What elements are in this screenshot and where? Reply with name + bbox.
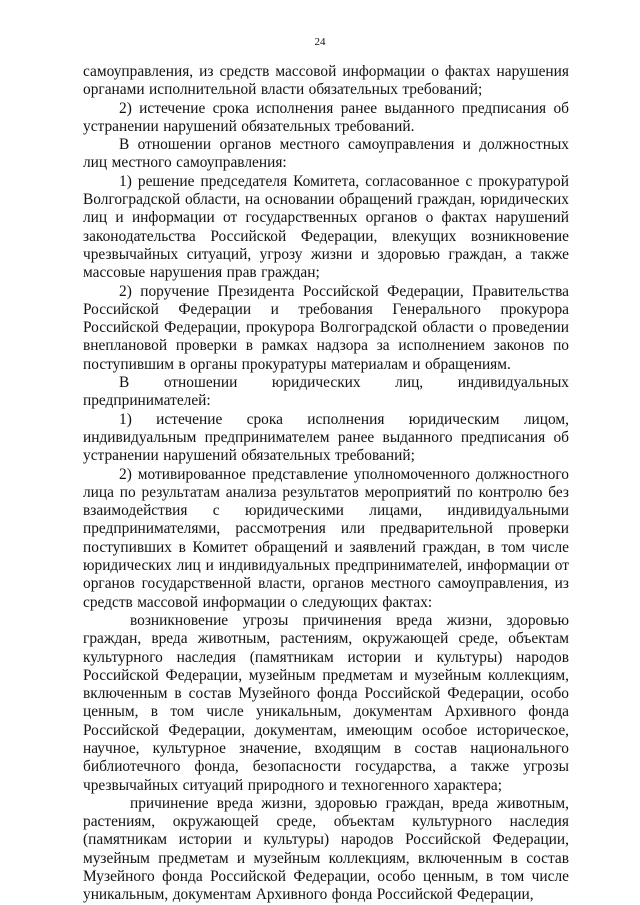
paragraph-item-1-entity-expiry: 1) истечение срока исполнения юридическим лицом, индивидуальным предпринимателем ранее выданного предписания об устранении нарушений обязательных требований; <box>83 410 569 465</box>
paragraph-item-2-motivated-submission: 2) мотивированное представление уполномоченного должностного лица по результатам анализа результатов мероприятий по контролю без взаимодействия с юридическими лицами, индивидуальными предпринимателями, рассмотрения или предварительной проверки поступивших в Комитет обращений и заявлений граждан, в том числе юридических лиц и индивидуальных предпринимателей, информации от органов государственной власти, органов местного самоуправления, из средств массовой информации о следующих фактах: <box>83 465 569 611</box>
paragraph-threat-of-harm: возникновение угрозы причинения вреда жизни, здоровью граждан, вреда животным, растениям, окружающей среде, объектам культурного наследия (памятникам истории и культуры) народов Российской Федерации, музейным предметам и музейным коллекциям, включенным в состав Музейного фонда Российской Федерации, особо ценным, в том числе уникальным, документам Архивного фонда Российской Федерации, документам, имеющим особое историческое, научное, культурное значение, входящим в состав национального библиотечного фонда, безопасности государства, а также угрозы чрезвычайных ситуаций природного и техногенного характера; <box>83 611 569 794</box>
paragraph-item-2-expiry: 2) истечение срока исполнения ранее выданного предписания об устранении нарушений обязательных требований. <box>83 99 569 135</box>
page-number: 24 <box>314 36 326 48</box>
paragraph-legal-entities-heading: В отношении юридических лиц, индивидуальных предпринимателей: <box>83 374 569 410</box>
paragraph-causing-harm: причинение вреда жизни, здоровью граждан, вреда животным, растениям, окружающей среде, объектам культурного наследия (памятникам истории и культуры) народов Российской Федерации, музейным предметам и музейным коллекциям, включенным в состав Музейного фонда Российской Федерации, особо ценным, в том числе уникальным, документам Архивного фонда Российской Федерации, <box>83 794 569 904</box>
paragraph-local-government-heading: В отношении органов местного самоуправления и должностных лиц местного самоуправления: <box>83 136 569 172</box>
paragraph-continuation: самоуправления, из средств массовой информации о фактах нарушения органами исполнительной власти обязательных требований; <box>83 63 569 99</box>
paragraph-item-2-president-order: 2) поручение Президента Российской Федерации, Правительства Российской Федерации и требования Генерального прокурора Российской Федерации, прокурора Волгоградской области о проведении внеплановой проверки в рамках надзора за исполнением законов по поступившим в органы прокуратуры материалам и обращениям. <box>83 282 569 373</box>
paragraph-item-1-chairman-decision: 1) решение председателя Комитета, согласованное с прокуратурой Волгоградской области, на основании обращений граждан, юридических лиц и информации от государственных органов о фактах нарушений законодательства Российской Федерации, влекущих возникновение чрезвычайных ситуаций, угрозу жизни и здоровью граждан, а также массовые нарушения прав граждан; <box>83 172 569 282</box>
document-body <box>83 63 569 905</box>
